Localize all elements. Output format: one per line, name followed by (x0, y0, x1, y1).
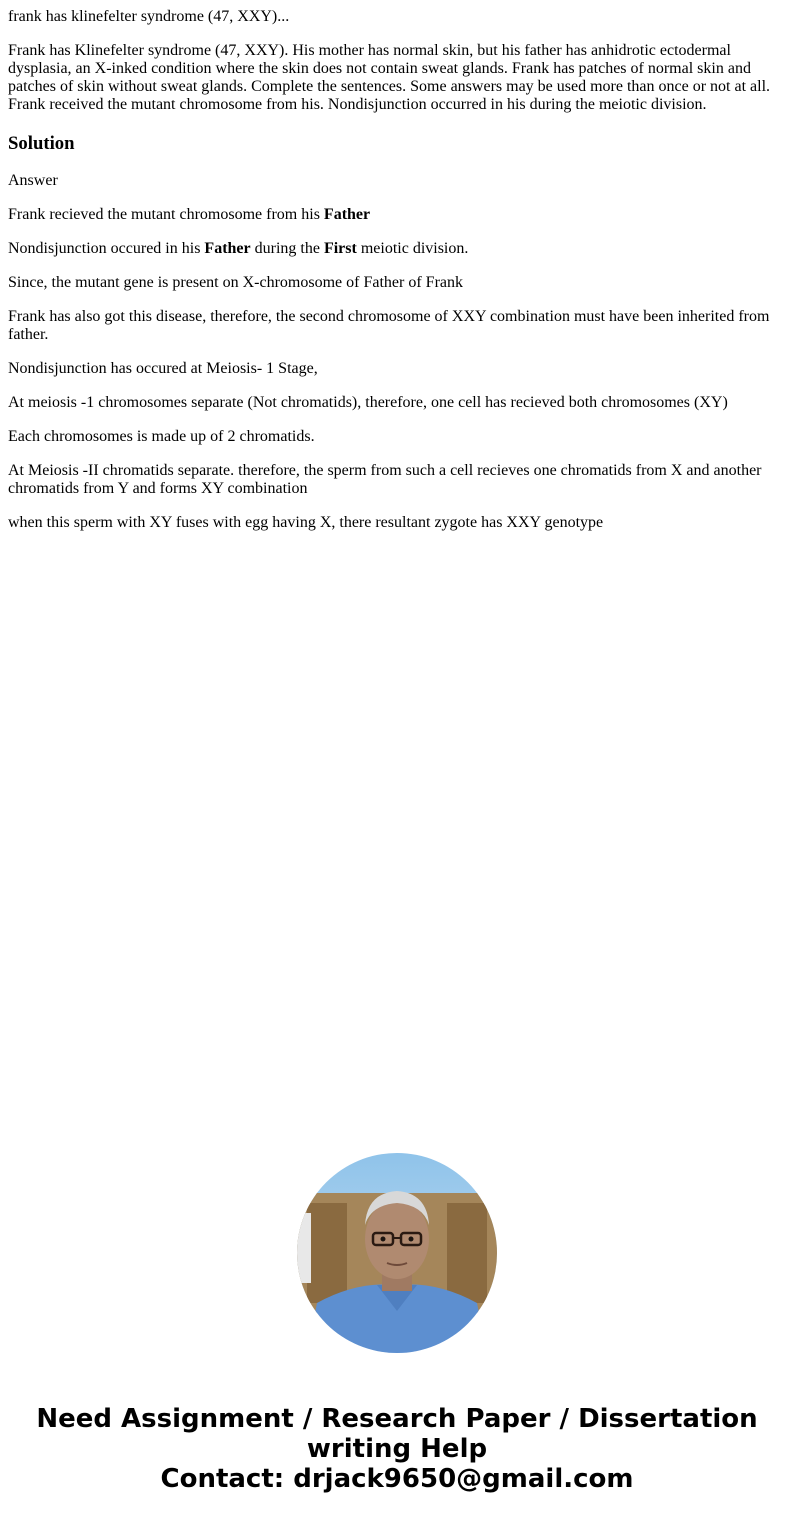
author-portrait-image (297, 1153, 497, 1353)
page-title: frank has klinefelter syndrome (47, XXY)... (8, 8, 290, 25)
promo-contact: Contact: drjack9650@gmail.com (160, 1464, 634, 1494)
answer-source-father: Father (323, 206, 371, 223)
explanation-paragraph: Each chromosomes is made up of 2 chromatids. (8, 428, 315, 445)
answer-nd-first: First (323, 240, 357, 257)
promo-line: writing Help (306, 1434, 488, 1464)
answer-nd-prefix: Nondisjunction occured in his (8, 240, 205, 257)
answer-line-source-text: Frank recieved the mutant chromosome from his (8, 206, 324, 223)
solution-heading: Solution (8, 133, 75, 154)
promo-line: Need Assignment / Research Paper / Dissertation (36, 1404, 758, 1434)
promo-banner (0, 1404, 794, 1494)
answer-nd-suffix: meiotic division. (356, 240, 469, 257)
author-avatar (297, 1153, 497, 1353)
answer-line-source (8, 206, 786, 224)
explanation-paragraph: At meiosis -1 chromosomes separate (Not chromatids), therefore, one cell has recieved both chromosomes (XY) (8, 394, 728, 411)
answer-nd-father: Father (204, 240, 251, 257)
answer-line-nondisjunction (8, 240, 786, 258)
explanation-paragraph: Frank has also got this disease, therefore, the second chromosome of XXY combination must have been inherited from father. (8, 308, 770, 343)
explanation-paragraph: when this sperm with XY fuses with egg having X, there resultant zygote has XXY genotype (8, 514, 604, 531)
explanation-paragraph: Since, the mutant gene is present on X-chromosome of Father of Frank (8, 274, 463, 291)
explanation-paragraph: At Meiosis -II chromatids separate. therefore, the sperm from such a cell recieves one chromatids from X and another chromatids from Y and forms XY combination (8, 462, 762, 497)
answer-nd-mid: during the (250, 240, 324, 257)
explanation-paragraph: Nondisjunction has occured at Meiosis- 1 Stage, (8, 360, 318, 377)
answer-label: Answer (8, 172, 58, 189)
question-text: Frank has Klinefelter syndrome (47, XXY). His mother has normal skin, but his father has anhidrotic ectodermal dysplasia, an X-inked condition where the skin does not contain sweat glands. Frank has patches of normal skin and patches of skin without sweat glands. Complete the sentences. Some answers may be used more than once or not at all. Frank received the mutant chromosome from his. Nondisjunction occurred in his during the meiotic division. (8, 42, 771, 113)
